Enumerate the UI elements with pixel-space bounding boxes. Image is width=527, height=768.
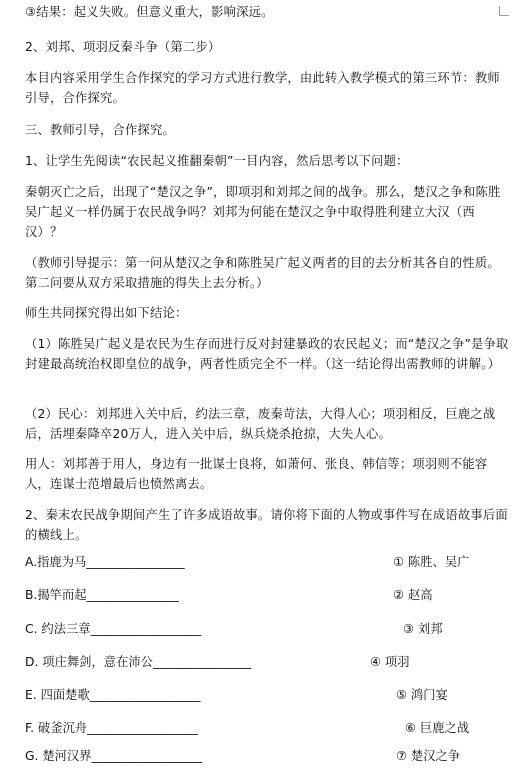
idiom-item: C. 约法三章__________________ xyxy=(25,622,202,636)
idiom-item: D. 项庄舞剑，意在沛公________________ xyxy=(25,655,252,669)
conclusion-two-personnel: 用人：刘邦善于用人，身边有一批谋士良将，如萧何、张良、韩信等；项羽则不能容人，连谋士范增最后也愤然离去。 xyxy=(25,457,488,491)
idiom-item: G. 楚河汉界__________________ xyxy=(25,749,203,763)
answer-option: ⑥ 巨鹿之战 xyxy=(405,721,470,735)
conclusion-two-popular-support: （2）民心：刘邦进入关中后，约法三章，废秦苛法，大得人心；项羽相反，巨鹿之战后，活埋秦降卒20万人，进入关中后，纵兵烧杀抢掠，大失人心。 xyxy=(25,407,496,441)
matching-row xyxy=(25,585,505,605)
reading-task: 1、让学生先阅读“农民起义推翻秦朝”一目内容，然后思考以下问题： xyxy=(25,154,409,168)
matching-row xyxy=(25,552,505,572)
answer-option: ④ 项羽 xyxy=(370,655,410,669)
matching-row xyxy=(25,619,505,639)
section-heading-three: 三、教师引导，合作探究。 xyxy=(25,123,175,137)
matching-row xyxy=(25,746,505,766)
idiom-task-paragraph: 2、秦末农民战争期间产生了许多成语故事。请你将下面的人物或事件写在成语故事后面的横线上。 xyxy=(25,508,508,542)
section-heading-liu-xiang: 2、刘邦、项羽反秦斗争（第二步） xyxy=(25,40,221,54)
matching-row xyxy=(25,718,505,738)
idiom-item: E. 四面楚歌__________________ xyxy=(25,688,201,702)
idiom-item: B.揭竿而起_______________ xyxy=(25,588,179,602)
conclusion-one: （1）陈胜吴广起义是农民为生存而进行反对封建暴政的农民起义；而“楚汉之争”是争取封建最高统治权即皇位的战争，两者性质完全不一样。（这一结论得出需教师的讲解。） xyxy=(25,337,509,371)
answer-option: ③ 刘邦 xyxy=(403,622,443,636)
answer-option: ① 陈胜、吴广 xyxy=(393,555,470,569)
idiom-item: F. 破釜沉舟__________________ xyxy=(25,721,198,735)
result-line: ③结果：起义失败。但意义重大，影响深远。 xyxy=(25,5,274,19)
teacher-hint-paragraph: （教师引导提示：第一问从楚汉之争和陈胜吴广起义两者的目的去分析其各自的性质。第二问要从双方采取措施的得失上去分析。） xyxy=(25,256,500,290)
conclusion-intro: 师生共同探究得出如下结论： xyxy=(25,306,188,320)
answer-option: ⑤ 鸿门宴 xyxy=(396,688,448,702)
teaching-method-paragraph: 本目内容采用学生合作探究的学习方式进行教学，由此转入教学模式的第三环节：教师引导，合作探究。 xyxy=(25,71,500,105)
answer-option: ② 赵高 xyxy=(393,588,433,602)
idiom-item: A.指鹿为马________________ xyxy=(25,555,185,569)
answer-option: ⑦ 楚汉之争 xyxy=(396,749,461,763)
matching-row xyxy=(25,685,505,705)
question-paragraph: 秦朝灭亡之后，出现了“楚汉之争”，即项羽和刘邦之间的战争。那么，楚汉之争和陈胜吴广起义一样仍属于农民战争吗？刘邦为何能在楚汉之争中取得胜利建立大汉（西汉）？ xyxy=(25,185,501,239)
matching-row xyxy=(25,652,505,672)
